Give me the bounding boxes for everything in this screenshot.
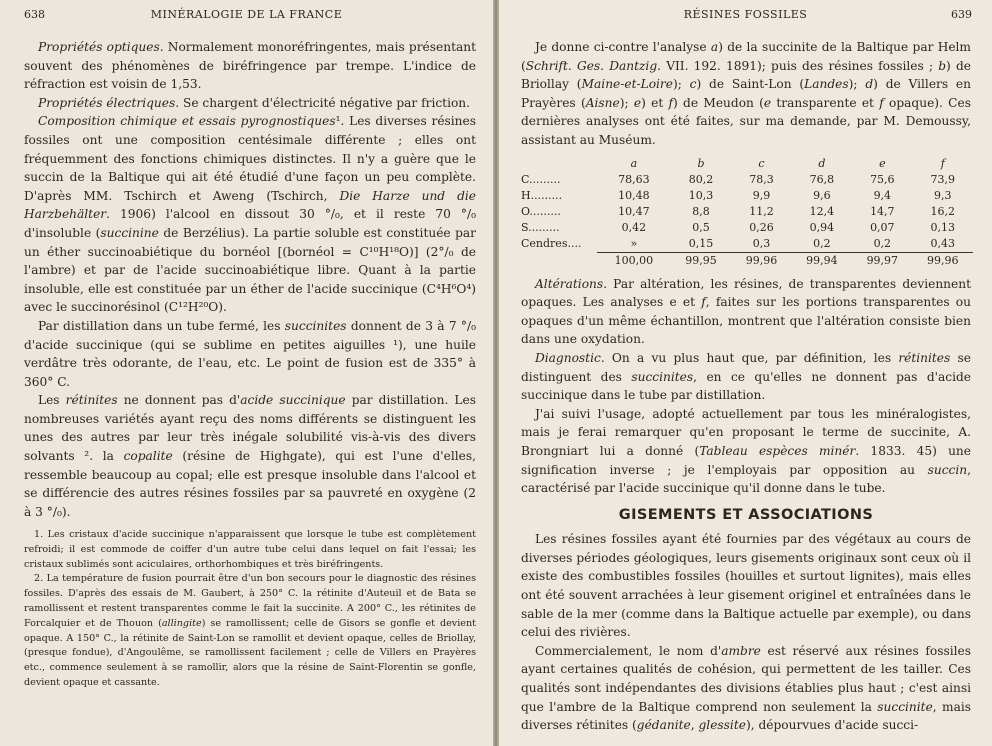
analysis-cell: 16,2	[930, 204, 956, 218]
text-run: rétinites	[65, 393, 118, 408]
paragraph	[24, 112, 476, 317]
paragraph	[24, 94, 476, 113]
analysis-cell: 14,7	[870, 204, 895, 218]
paragraph	[521, 349, 971, 405]
paragraph	[521, 405, 971, 498]
text-run: Commercialement, le nom d'	[535, 643, 722, 658]
text-run: . Par altération, les résines, de transparentes deviennent opaques. Les analyses e et	[521, 276, 971, 310]
text-run: ,	[690, 718, 699, 733]
text-run: (résine de Highgate), qui est l'une d'elles, ressemble beaucoup au copal; elle est presque insoluble dans l'alcool et se différencie des autres résines fossiles par sa pauvreté en oxygène (2 à 3 °/₀).	[24, 449, 476, 519]
analysis-cell: »	[630, 236, 638, 250]
analysis-row	[521, 236, 973, 253]
text-run: J'ai suivi l'usage, adopté actuellement par tous les minéralogistes, mais je ferai remarquer qu'en proposant le terme de succinite, A. Brongniart lui a donné (	[521, 406, 971, 458]
text-run: f	[701, 295, 706, 310]
text-run: succinites	[284, 318, 347, 333]
analysis-cell: 0,07	[870, 220, 895, 234]
footnote	[24, 572, 476, 690]
text-run: se distinguent des	[521, 350, 971, 384]
analysis-column-header: a	[630, 156, 638, 170]
text-run: . VII. 192. 1891); puis des résines fossiles ;	[657, 58, 939, 73]
text-run: ) se ramollissent; celle de Gisors se gonfle et devient opaque. A 150° C., la rétinite de Saint-Lon se ramollit et devient opaque, celles de Briollay, (presque fondue), d'Angoulême, se ramollissent facilement ; celle de Villers en Prayères etc., commence seulement à se ramollir, alors que la résine de Saint-Florentin se gonfle, devient opaque et cassante.	[24, 617, 476, 688]
text-run: . 1906) l'alcool en dissout 30 °/₀, et il reste 70 °/₀ d'insoluble (	[24, 207, 476, 240]
text-run: ), dépourvues d'acide succi-	[745, 718, 919, 733]
text-run: , mais diverses rétinites (	[521, 699, 971, 733]
analysis-column-header: f	[940, 156, 945, 170]
analysis-row	[521, 172, 973, 188]
text-run: ) de Meudon (	[673, 95, 764, 110]
left-page-number: 638	[24, 8, 45, 21]
analysis-row	[521, 188, 973, 204]
text-run: 2. La température de fusion pourrait être d'un bon secours pour le diagnostic des résines fossiles. D'après des essais de M. Gaubert, à 250° C. la rétinite d'Auteuil et de Bata se ramollissent et restent transparentes comme le fait la succinite. A 200° C., les rétinites de Forcalquier et de Thouon (	[24, 573, 476, 629]
text-run: acide succinique	[240, 393, 346, 408]
analysis-cell: 11,2	[749, 204, 774, 218]
analysis-column-header: d	[818, 156, 826, 170]
analysis-cell: 75,6	[870, 172, 895, 186]
analysis-cell: 73,9	[930, 172, 956, 186]
text-run: Les	[38, 393, 66, 408]
text-run: Les résines fossiles ayant été fournies par des végétaux au cours de diverses périodes géologiques, leurs gisements originaux sont ceux où il existe des combustibles fossiles (houilles et surtout lignites), mais elles ont été souvent arrachées à leur gisement originel et entraînées dans le sable de la mer (comme dans la Baltique actuelle par exemple), ou dans celui des rivières.	[521, 532, 971, 640]
text-run: succinites	[631, 369, 694, 384]
analysis-cell: 12,4	[809, 204, 835, 218]
analysis-cell: 9,6	[813, 188, 831, 202]
analysis-cell: 0,15	[688, 236, 714, 250]
text-run: Maine-et-Loire	[581, 77, 673, 92]
analysis-total-cell: 99,95	[671, 252, 731, 269]
analysis-cell: 76,8	[809, 172, 835, 186]
analysis-cell: 10,47	[618, 204, 650, 218]
analysis-intro-paragraph	[521, 38, 971, 150]
text-run: Aisne	[585, 95, 620, 110]
analysis-cell: 9,4	[873, 188, 892, 202]
analysis-table-header	[521, 156, 973, 172]
analysis-cell: 0,43	[930, 236, 956, 250]
analysis-cell: 0,2	[873, 236, 892, 250]
text-run: f	[668, 95, 674, 110]
paragraph	[521, 530, 971, 642]
text-run: Propriétés électriques	[38, 95, 176, 110]
text-run: d	[865, 77, 874, 92]
right-running-head: RÉSINES FOSSILES	[683, 8, 808, 21]
text-run: par distillation. Les nombreuses variétés ayant reçu des noms différents se distinguent les unes des autres par leur très inégale solubilité vis-à-vis des divers solvants ². la	[24, 393, 476, 464]
analysis-row-label: S.........	[521, 220, 560, 234]
text-run: ¹. Les diverses résines fossiles ont une composition centésimale différente ; elles ont fréquemment des fonctions chimiques distinctes. Il n'y a guère que le succin de la Baltique qui ait été étudié d'une façon un peu complète. D'après MM. Tschirch et Aweng (Tschirch,	[24, 114, 477, 203]
analysis-total-cell: 99,97	[852, 252, 912, 269]
paragraph	[24, 38, 476, 94]
text-run: succinine	[100, 225, 159, 240]
text-run: ne donnent pas d'	[117, 393, 241, 408]
analysis-cell: 0,5	[692, 220, 710, 234]
right-page-number: 639	[951, 8, 972, 21]
text-run: );	[619, 95, 634, 110]
text-run: f	[879, 95, 884, 110]
analysis-column-header: e	[879, 156, 886, 170]
text-run: Landes	[804, 77, 849, 92]
paragraph	[521, 275, 971, 349]
text-run: ambre	[721, 643, 761, 658]
text-run: ) de la succinite de la Baltique par Helm (	[521, 40, 971, 73]
text-run: gédanite	[636, 718, 691, 733]
left-body-text	[24, 38, 476, 521]
analysis-totals-label	[521, 252, 597, 269]
text-run: ) de Villers en Prayères (	[521, 77, 971, 110]
text-run: Je donne ci-contre l'analyse	[535, 40, 711, 54]
analysis-totals-row	[521, 252, 973, 269]
text-run: Composition chimique et essais pyrognostiques	[38, 114, 336, 129]
text-run: c	[689, 77, 697, 92]
text-run: . On a vu plus haut que, par définition, les	[600, 350, 899, 365]
section-title: GISEMENTS ET ASSOCIATIONS	[618, 506, 874, 523]
text-run: 1. Les cristaux d'acide succinique n'apparaissent que lorsque le tube est complètement refroidi; il est commode de coiffer d'un autre tube celui dans lequel on fait l'essai; les cristaux sublimés sont aciculaires, orthorhombiques et très biréfringents.	[24, 529, 476, 570]
analysis-row-label: H.........	[521, 188, 563, 202]
analysis-cell: 0,26	[749, 220, 774, 234]
analysis-total-cell: 99,96	[731, 252, 791, 269]
analysis-cell: 0,13	[930, 220, 956, 234]
text-run: donnent de 3 à 7 °/₀ d'acide succinique (qui se sublime en petites aiguilles ¹), une huile verdâtre très odorante, de l'eau, etc. Le point de fusion est de 335° à 360° C.	[24, 318, 476, 389]
analysis-cell: 0,94	[809, 220, 835, 234]
analysis-cell: 10,3	[688, 188, 714, 202]
text-run: ) de Saint-Lon (	[696, 77, 805, 92]
footnote	[24, 528, 476, 572]
paragraph	[24, 317, 476, 391]
right-paragraphs-after	[521, 530, 971, 735]
text-run: Par distillation dans un tube fermé, les	[38, 318, 285, 333]
text-run: , caractérisé par l'acide succinique qu'il donne dans le tube.	[521, 462, 971, 496]
paragraph	[521, 642, 971, 735]
text-run: Die Harze und die Harzbehälter	[24, 188, 476, 222]
text-run: de Berzélius). La partie soluble est constituée par un éther succinoabiétique du bornéol [(bornéol = C¹⁰H¹⁸O)] (2°/₀ de l'ambre) et par de l'acide succinoabiétique libre. Quant à la partie insoluble, elle est constituée par un éther de l'acide succinique (C⁴H⁶O⁴) avec le succinorésinol (C¹²H²⁰O).	[24, 225, 477, 315]
text-run: transparente et	[771, 95, 880, 110]
text-run: est réservé aux résines fossiles ayant certaines qualités de cohésion, qui permettent de les tailler. Ces qualités sont indépendantes des divisions établies plus haut ; c'est ainsi que l'ambre de la Baltique comprend non seulement la	[521, 643, 972, 714]
text-run: a	[710, 40, 719, 54]
text-run: Schrift. Ges. Dantzig	[525, 58, 658, 73]
analysis-total-cell: 99,96	[913, 252, 973, 269]
analysis-row-label: Cendres....	[521, 236, 582, 250]
analysis-cell: 0,2	[813, 236, 831, 250]
analysis-total-cell: 100,00	[597, 252, 671, 269]
text-run: e	[633, 95, 642, 110]
text-run: Diagnostic	[535, 350, 601, 365]
analysis-row	[521, 204, 973, 220]
text-run: . 1833. 45) une signification inverse ; je l'employais par opposition au	[521, 443, 971, 477]
left-page	[0, 0, 493, 746]
analysis-cell: 0,3	[752, 236, 771, 250]
text-run: , faites sur les portions transparentes ou opaques d'un même échantillon, montrent que l'altération consiste bien dans une oxydation.	[521, 295, 971, 347]
text-run: Propriétés optiques	[38, 40, 160, 54]
analysis-table	[521, 156, 973, 269]
right-paragraphs-before	[521, 275, 971, 498]
analysis-cell: 10,48	[618, 188, 650, 202]
text-run: opaque). Ces dernières analyses ont été faites, sur ma demande, par M. Demoussy, assistant au Muséum.	[521, 95, 971, 147]
analysis-row-label: C.........	[521, 172, 561, 186]
analysis-cell: 78,63	[618, 172, 650, 186]
text-run: Tableau espèces minér	[699, 443, 856, 458]
text-run: succin	[927, 462, 968, 477]
text-run: . Se chargent d'électricité négative par friction.	[175, 95, 471, 110]
analysis-cell: 8,8	[692, 204, 710, 218]
text-run: ) et	[641, 95, 669, 110]
analysis-row-label: O.........	[521, 204, 561, 218]
text-run: succinite	[877, 699, 933, 714]
text-run: );	[848, 77, 866, 92]
analysis-cell: 78,3	[749, 172, 774, 186]
analysis-column-header: b	[697, 156, 705, 170]
analysis-cell: 80,2	[688, 172, 714, 186]
text-run: glessite	[698, 718, 746, 733]
left-footnotes	[24, 528, 476, 691]
text-run: rétinites	[898, 350, 951, 365]
analysis-row	[521, 220, 973, 236]
analysis-cell: 0,42	[621, 220, 647, 234]
analysis-total-cell: 99,94	[792, 252, 852, 269]
analysis-cell: 9,3	[934, 188, 952, 202]
text-run: b	[938, 58, 947, 73]
text-run: copalite	[123, 449, 173, 464]
paragraph	[24, 391, 476, 521]
text-run: . Normalement monoréfringentes, mais présentant souvent des phénomènes de biréfringence par trempe. L'indice de réfraction est voisin de 1,53.	[24, 40, 476, 92]
text-run: e	[763, 95, 772, 110]
analysis-column-header: c	[758, 156, 765, 170]
left-running-head: MINÉRALOGIE DE LA FRANCE	[150, 8, 343, 21]
right-page	[499, 0, 992, 746]
text-run: , en ce qu'elles ne donnent pas d'acide succinique dans le tube par distillation.	[521, 369, 971, 403]
text-run: allingite	[161, 617, 202, 629]
text-run: );	[672, 77, 690, 92]
text-run: Altérations	[535, 276, 604, 291]
right-body-text	[521, 38, 971, 735]
analysis-cell: 9,9	[752, 188, 771, 202]
text-run: ) de Briollay (	[521, 58, 971, 92]
